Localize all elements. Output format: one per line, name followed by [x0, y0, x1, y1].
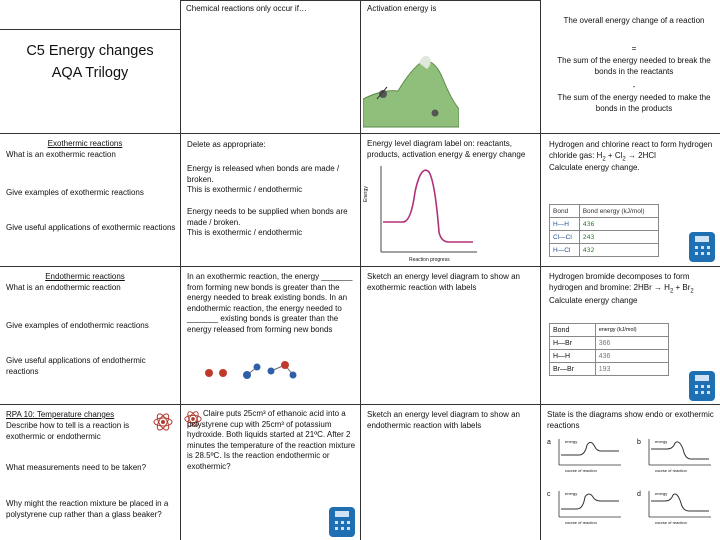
hcl-table-bond: H—Cl — [550, 244, 580, 257]
overall-energy-equals: = — [631, 44, 637, 53]
delete-appropriate-cell — [180, 133, 361, 267]
hcl-table-value: 243 — [579, 231, 658, 244]
exothermic-q1: What is an exothermic reaction — [6, 150, 116, 159]
state-diagrams-cell — [540, 404, 720, 540]
mini-diagram-xlabel: course of reaction — [565, 468, 597, 473]
delete-statement-1b: This is exothermic / endothermic — [187, 185, 303, 194]
hcl-table-header-bond: Bond — [550, 205, 580, 218]
hbr-table-header-energy: energy (kJ/mol) — [595, 324, 668, 337]
endothermic-q1: What is an endothermic reaction — [6, 283, 121, 292]
practical-heading: RPA 10: Temperature changes — [6, 410, 115, 419]
fill-in-blanks-text: In an exothermic reaction, the energy _______ from forming new bonds is greater than the energy needed to break existing bonds. In an endothermic reaction, the energy needed to _______ existing bonds is greater than the energy released from forming new bonds — [187, 272, 353, 334]
claire-question-cell — [180, 404, 361, 540]
hbr-sub-1: 2 — [669, 288, 674, 295]
hbr-table-bond: H—H — [550, 350, 596, 363]
bonds-molecules-image — [199, 359, 299, 383]
activation-energy-prompt: Activation energy is — [367, 4, 437, 13]
mini-diagram-xlabel: course of reaction — [655, 468, 687, 473]
overall-energy-change-cell — [540, 0, 720, 134]
activation-energy-hill-image — [363, 39, 459, 129]
overall-energy-line1: The overall energy change of a reaction — [563, 16, 705, 25]
hcl-arrow: → 2HCl — [625, 150, 656, 160]
practical-q3: Why might the reaction mixture be placed in a polystyrene cup rather than a glass beaker? — [6, 499, 169, 519]
hbr-table-value: 436 — [595, 350, 668, 363]
diagram-label-d: d — [637, 491, 641, 498]
practical-cell — [0, 404, 181, 540]
hbr-bond-table — [549, 323, 669, 376]
mini-diagram-ylabel: energy — [565, 491, 578, 496]
page-subtitle: AQA Trilogy — [51, 65, 129, 81]
mini-diagram-ylabel: energy — [655, 439, 668, 444]
calculator-icon — [329, 507, 355, 537]
practical-q1: Describe how to tell is a reaction is exothermic or endothermic — [6, 421, 130, 441]
claire-question-text: Claire puts 25cm³ of ethanoic acid into a polystyrene cup with 25cm³ of potassium hydroxide. Both liquids started at 21ºC. After 2 minutes the temperature of the reaction mixture is 28.5ºC. Is the reaction endothermic or exothermic? — [187, 409, 356, 471]
hcl-table-header-energy: Bond energy (kJ/mol) — [579, 205, 658, 218]
hcl-text-1: Hydrogen and chlorine react to form hydrogen chloride gas: H — [549, 140, 713, 160]
state-diagrams-prompt: State is the diagrams show endo or exothermic reactions — [547, 410, 714, 430]
atom-icon — [152, 411, 174, 433]
exothermic-q2: Give examples of exothermic reactions — [6, 188, 144, 197]
calculator-icon — [689, 232, 715, 262]
mini-diagram-ylabel: energy — [655, 491, 668, 496]
reactions-occur-cell — [180, 0, 361, 134]
hcl-sub-2: 2 — [622, 156, 626, 163]
blank-top-left — [0, 0, 181, 30]
hcl-bond-table — [549, 204, 659, 257]
hbr-question — [549, 272, 719, 297]
hcl-table-value: 432 — [579, 244, 658, 257]
hydrogen-chloride-cell — [540, 133, 720, 267]
hbr-table-value: 193 — [595, 363, 668, 376]
hcl-calculate: Calculate energy change. — [549, 163, 640, 172]
practical-q2: What measurements need to be taken? — [6, 463, 147, 472]
energy-level-diagram-cell — [360, 133, 541, 267]
hcl-table-bond: H—H — [550, 218, 580, 231]
delete-heading: Delete as appropriate: — [187, 140, 266, 149]
hcl-table-bond: Cl—Cl — [550, 231, 580, 244]
endothermic-q2: Give examples of endothermic reactions — [6, 321, 149, 330]
diagram-label-b: b — [637, 439, 641, 446]
hbr-table-header-bond: Bond — [550, 324, 596, 337]
hbr-table-bond: H—Br — [550, 337, 596, 350]
energy-profile-diagram — [369, 162, 479, 266]
activation-energy-cell — [360, 0, 541, 134]
page-title: C5 Energy changes — [26, 43, 154, 59]
hbr-text-1: Hydrogen bromide decomposes to form hydrogen and bromine: 2HBr → H — [549, 272, 690, 292]
hbr-sub-2: 2 — [690, 288, 694, 295]
overall-energy-minus: - — [632, 82, 636, 91]
mini-diagram-xlabel: course of reaction — [565, 520, 597, 525]
hbr-table-value: 366 — [595, 337, 668, 350]
hcl-plus: + Cl — [605, 150, 623, 160]
exothermic-heading: Exothermic reactions — [47, 139, 123, 148]
hydrogen-bromide-cell — [540, 266, 720, 405]
reactions-occur-prompt: Chemical reactions only occur if… — [186, 4, 307, 13]
overall-energy-line2: The sum of the energy needed to break the bonds in the reactants — [557, 56, 711, 76]
hcl-question — [549, 140, 719, 165]
delete-statement-1: Energy is released when bonds are made / broken. — [187, 164, 340, 184]
endothermic-q3: Give useful applications of endothermic reactions — [6, 356, 146, 376]
sketch-endothermic-prompt: Sketch an energy level diagram to show an endothermic reaction with labels — [367, 410, 520, 430]
hcl-table-value: 436 — [579, 218, 658, 231]
diagram-label-c: c — [547, 491, 551, 498]
overall-energy-line3: The sum of the energy needed to make the bonds in the products — [557, 93, 711, 113]
calculator-icon — [689, 371, 715, 401]
sketch-exothermic-prompt: Sketch an energy level diagram to show an exothermic reaction with labels — [367, 272, 520, 292]
sketch-endothermic-cell — [360, 404, 541, 540]
mini-diagram-xlabel: course of reaction — [655, 520, 687, 525]
hbr-calculate: Calculate energy change — [549, 296, 638, 305]
energy-axis-label: Energy — [363, 186, 369, 202]
title-cell — [0, 30, 181, 134]
mini-diagram-ylabel: energy — [565, 439, 578, 444]
endothermic-heading: Endothermic reactions — [45, 272, 125, 281]
exothermic-q3: Give useful applications of exothermic reactions — [6, 223, 176, 232]
energy-level-prompt: Energy level diagram label on: reactants, products, activation energy & energy change — [367, 139, 526, 159]
delete-statement-2b: This is exothermic / endothermic — [187, 228, 303, 237]
fill-in-blanks-cell — [180, 266, 361, 405]
endothermic-cell — [0, 266, 181, 405]
hcl-sub-1: 2 — [602, 156, 606, 163]
hbr-table-bond: Br—Br — [550, 363, 596, 376]
diagram-label-a: a — [547, 439, 551, 446]
delete-statement-2: Energy needs to be supplied when bonds are made / broken. — [187, 207, 348, 227]
hbr-plus: + Br — [673, 282, 691, 292]
exothermic-cell — [0, 133, 181, 267]
sketch-exothermic-cell — [360, 266, 541, 405]
reaction-progress-label: Reaction progress — [409, 257, 450, 263]
